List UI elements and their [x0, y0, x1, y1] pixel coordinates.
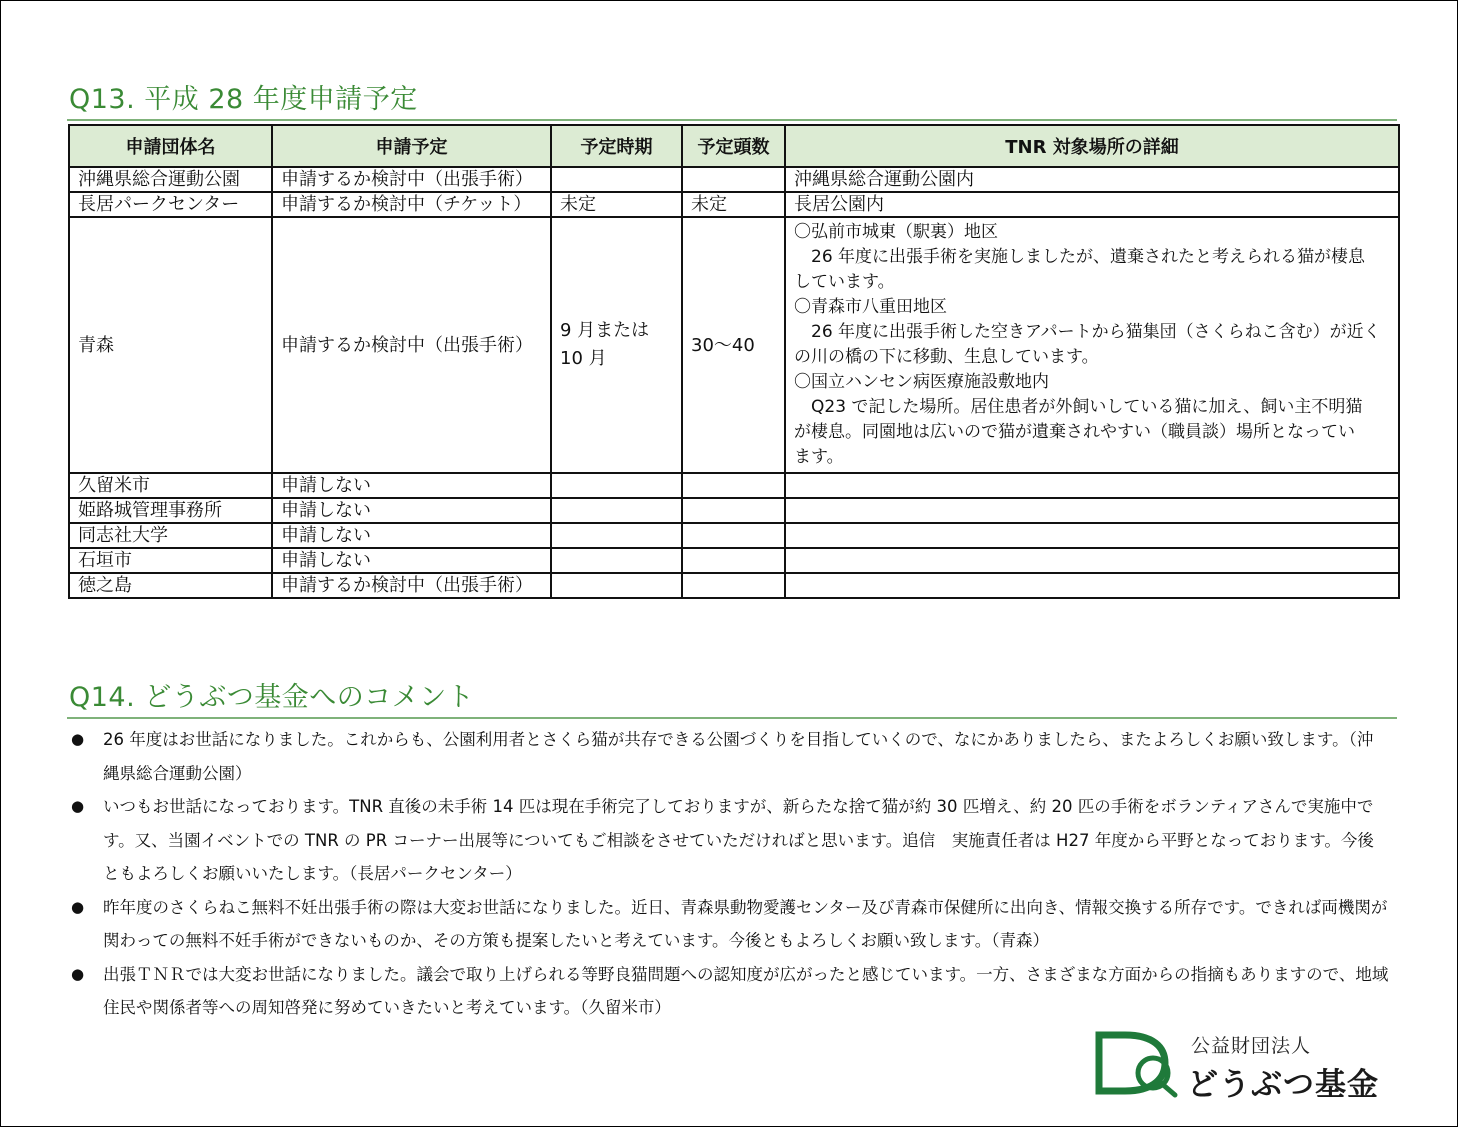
cell-period — [551, 217, 682, 473]
cell-count — [682, 167, 785, 192]
bullet-icon: ● — [71, 797, 85, 815]
cell-count — [682, 548, 785, 573]
table-row — [69, 573, 1399, 598]
cell-detail — [785, 498, 1399, 523]
cell-count: 未定 — [682, 192, 785, 217]
detail-line: Q23 で記した場所。居住患者が外飼いしている猫に加え、飼い主不明猫 — [811, 397, 1363, 417]
comment-item — [69, 790, 1389, 891]
detail-line: 〇弘前市城東（駅裏）地区 — [794, 222, 998, 242]
table-row — [69, 473, 1399, 498]
table-row-aomori — [69, 217, 1399, 473]
detail-line: 26 年度に出張手術した空きアパートから猫集団（さくらねこ含む）が近く — [811, 322, 1381, 342]
q13-title-rule — [67, 119, 1397, 121]
table-row — [69, 167, 1399, 192]
cell-period — [551, 548, 682, 573]
cell-plan: 申請しない — [272, 548, 551, 573]
cell-period: 未定 — [551, 192, 682, 217]
cell-period — [551, 498, 682, 523]
detail-line: 26 年度に出張手術を実施しましたが、遺棄されたと考えられる猫が棲息 — [811, 247, 1366, 267]
header-plan: 申請予定 — [272, 125, 551, 167]
cell-detail: 長居公園内 — [785, 192, 1399, 217]
cell-org: 徳之島 — [69, 573, 272, 598]
detail-line: ます。 — [794, 447, 844, 467]
comment-list — [69, 723, 1389, 1025]
table-row — [69, 548, 1399, 573]
cell-plan: 申請するか検討中（出張手術） — [272, 167, 551, 192]
comment-text: 26 年度はお世話になりました。これからも、公園利用者とさくら猫が共存できる公園づくりを目指していくので、なにかありましたら、またよろしくお願い致します。（沖縄県総合運動公園） — [103, 730, 1374, 783]
cell-period — [551, 167, 682, 192]
cell-detail — [785, 573, 1399, 598]
header-org: 申請団体名 — [69, 125, 272, 167]
bullet-icon: ● — [71, 964, 85, 983]
comment-item — [69, 891, 1389, 958]
bullet-icon: ● — [71, 897, 85, 916]
cell-count — [682, 498, 785, 523]
cell-plan: 申請するか検討中（チケット） — [272, 192, 551, 217]
cell-period — [551, 523, 682, 548]
cell-detail — [785, 217, 1399, 473]
detail-line: しています。 — [794, 272, 895, 292]
cell-org: 同志社大学 — [69, 523, 272, 548]
comment-text: いつもお世話になっております。TNR 直後の未手術 14 匹は現在手術完了しておりますが、新らたな捨て猫が約 30 匹増え、約 20 匹の手術をボランティアさんで実施中です。又、当園イベントでの TNR の PR コーナー出展等についてもご相談をさせていただければと思います。追信 実施責任者は H27 年度から平野となっております。今後ともよろしくお願いいたします。（長居パークセンター） — [103, 797, 1374, 883]
q14-title-rule — [67, 717, 1397, 719]
logo-org-name: どうぶつ基金 — [1187, 1067, 1379, 1103]
header-period: 予定時期 — [551, 125, 682, 167]
comment-item — [69, 723, 1389, 790]
cell-count — [682, 573, 785, 598]
q13-section-title: Q13. 平成 28 年度申請予定 — [69, 84, 418, 115]
cell-detail — [785, 473, 1399, 498]
table-row — [69, 192, 1399, 217]
table-row — [69, 498, 1399, 523]
cell-plan: 申請しない — [272, 523, 551, 548]
cell-org: 姫路城管理事務所 — [69, 498, 272, 523]
detail-line: が棲息。同園地は広いので猫が遺棄されやすい（職員談）場所となってい — [794, 422, 1355, 442]
cell-plan: 申請するか検討中（出張手術） — [272, 573, 551, 598]
cell-count — [682, 523, 785, 548]
logo-mark-icon — [1095, 1029, 1185, 1099]
detail-line: 〇青森市八重田地区 — [794, 297, 947, 317]
comment-text: 昨年度のさくらねこ無料不妊出張手術の際は大変お世話になりました。近日、青森県動物愛護センター及び青森市保健所に出向き、情報交換する所存です。できれば両機関が関わっての無料不妊手術ができないものか、その方策も提案したいと考えています。今後ともよろしくお願い致します。（青森） — [103, 897, 1388, 950]
cell-org: 久留米市 — [69, 473, 272, 498]
cell-org: 石垣市 — [69, 548, 272, 573]
cell-plan: 申請しない — [272, 498, 551, 523]
cell-count — [682, 473, 785, 498]
q14-section-title: Q14. どうぶつ基金へのコメント — [69, 682, 475, 713]
cell-period — [551, 473, 682, 498]
cell-detail — [785, 523, 1399, 548]
cell-period — [551, 573, 682, 598]
cell-org: 長居パークセンター — [69, 192, 272, 217]
period-line: 10 月 — [560, 348, 607, 369]
table-row — [69, 523, 1399, 548]
foundation-logo — [1095, 1029, 1395, 1103]
header-count: 予定頭数 — [682, 125, 785, 167]
application-plan-table — [68, 124, 1400, 599]
cell-org: 沖縄県総合運動公園 — [69, 167, 272, 192]
comment-item — [69, 958, 1389, 1025]
cell-count: 30～40 — [682, 217, 785, 473]
cell-plan: 申請しない — [272, 473, 551, 498]
cell-plan: 申請するか検討中（出張手術） — [272, 217, 551, 473]
detail-line: 〇国立ハンセン病医療施設敷地内 — [794, 372, 1049, 392]
logo-org-type: 公益財団法人 — [1191, 1035, 1312, 1057]
cell-detail: 沖縄県総合運動公園内 — [785, 167, 1399, 192]
detail-line: の川の橋の下に移動、生息しています。 — [794, 347, 1099, 367]
cell-detail — [785, 548, 1399, 573]
cell-org: 青森 — [69, 217, 272, 473]
period-line: 9 月または — [560, 320, 650, 341]
header-detail: TNR 対象場所の詳細 — [785, 125, 1399, 167]
bullet-icon: ● — [71, 730, 85, 748]
table-header-row — [69, 125, 1399, 167]
comment-text: 出張ＴＮＲでは大変お世話になりました。議会で取り上げられる等野良猫問題への認知度が広がったと感じています。一方、さまざまな方面からの指摘もありますので、地域住民や関係者等への周知啓発に努めていきたいと考えています。（久留米市） — [103, 964, 1389, 1017]
